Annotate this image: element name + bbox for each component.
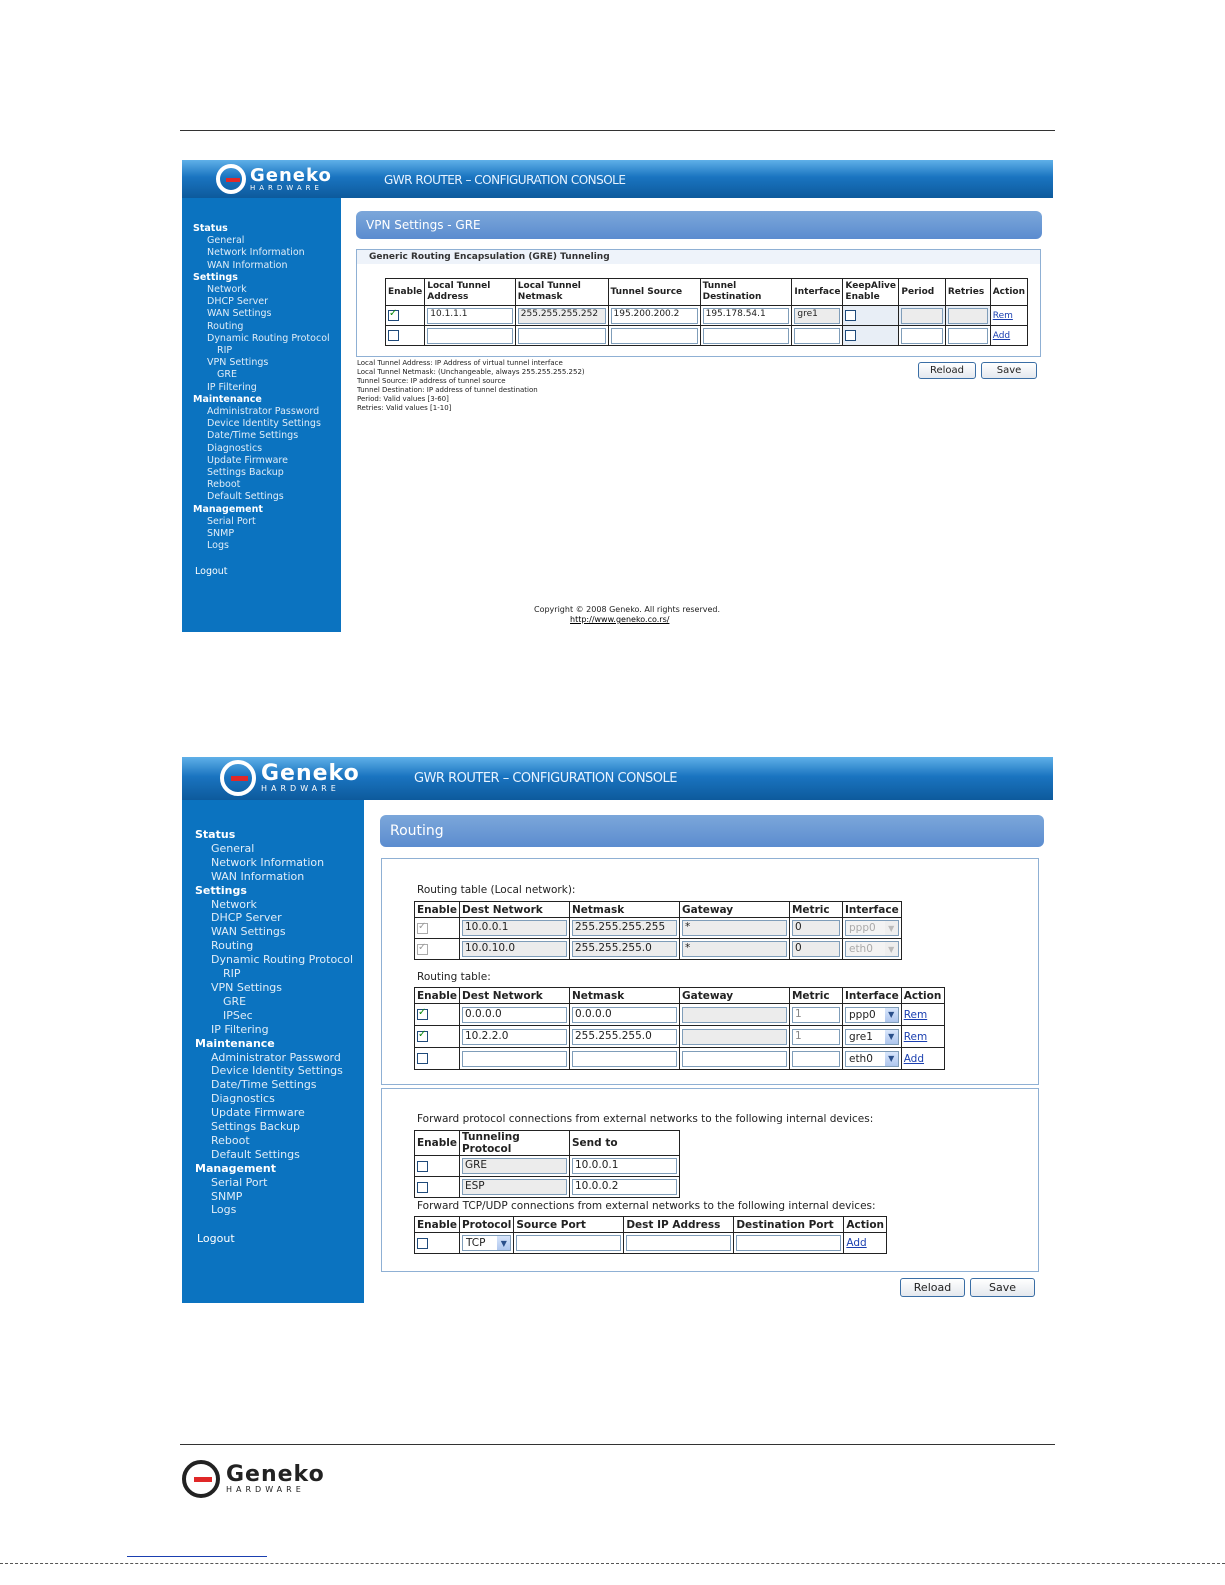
local-tunnel-netmask-input: 255.255.255.252	[518, 308, 606, 324]
geneko-url-link[interactable]: http://www.geneko.co.rs/	[570, 615, 670, 624]
metric-input[interactable]: 1	[792, 1007, 840, 1023]
nav-status[interactable]: Status	[193, 223, 228, 234]
nav-rip[interactable]: RIP	[223, 967, 241, 981]
period-input[interactable]	[901, 328, 942, 344]
col-tunnel-destination: Tunnel Destination	[700, 279, 792, 306]
table-row	[415, 1048, 945, 1070]
nav-serial-port[interactable]: Serial Port	[211, 1175, 268, 1189]
page-title: VPN Settings - GRE	[356, 211, 1042, 239]
dest-ip-input[interactable]	[626, 1235, 731, 1251]
gre-screenshot	[182, 160, 1053, 632]
nav-general[interactable]: General	[207, 235, 245, 247]
banner-title: GWR ROUTER – CONFIGURATION CONSOLE	[414, 771, 677, 786]
geneko-logo-icon	[182, 1460, 220, 1498]
footer-geneko-logo	[182, 1460, 325, 1498]
nav-status[interactable]: Status	[195, 828, 236, 841]
footer-link-rule	[127, 1556, 267, 1557]
col-interface: Interface	[842, 988, 901, 1004]
table-row	[386, 326, 1028, 346]
col-destination-port: Destination Port	[734, 1217, 844, 1233]
nav-device-identity-settings[interactable]: Device Identity Settings	[211, 1064, 343, 1078]
nav-network[interactable]: Network	[207, 284, 247, 296]
gateway-input[interactable]	[682, 1051, 787, 1067]
col-send-to: Send to	[569, 1131, 679, 1156]
section-title: Generic Routing Encapsulation (GRE) Tunneling	[357, 250, 1040, 264]
logo-sub: HARDWARE	[250, 183, 323, 192]
forward-protocol-caption: Forward protocol connections from external networks to the following internal devices:	[417, 1113, 874, 1125]
table-row	[415, 1233, 887, 1254]
geneko-logo	[220, 760, 360, 796]
col-protocol: Protocol	[459, 1217, 513, 1233]
table-row	[415, 1156, 680, 1177]
chevron-down-icon: ▼	[885, 1008, 898, 1022]
col-dest-network: Dest Network	[459, 988, 569, 1004]
nav-datetime-settings[interactable]: Date/Time Settings	[211, 1078, 317, 1092]
col-tunneling-protocol: Tunneling Protocol	[459, 1131, 569, 1156]
logo-sub: HARDWARE	[226, 1485, 305, 1494]
copyright: Copyright © 2008 Geneko. All rights reserved.	[534, 605, 721, 614]
col-dest-network: Dest Network	[459, 902, 569, 918]
nav-maintenance[interactable]: Maintenance	[193, 393, 262, 405]
forward-protocol-table	[414, 1130, 680, 1198]
note-line: Tunnel Destination: IP address of tunnel destination	[357, 386, 538, 394]
logo-word: Geneko	[261, 761, 360, 786]
table-row	[386, 306, 1028, 326]
nav-dynamic-routing-protocol[interactable]: Dynamic Routing Protocol	[207, 332, 330, 344]
col-interface: Interface	[792, 279, 843, 306]
period-input[interactable]	[901, 308, 942, 324]
gateway-field: *	[682, 941, 787, 957]
enable-checkbox[interactable]	[388, 330, 399, 341]
dashed-rule	[0, 1563, 1225, 1564]
banner	[182, 757, 1053, 800]
col-netmask: Netmask	[569, 902, 679, 918]
nav-datetime-settings[interactable]: Date/Time Settings	[207, 430, 299, 442]
enable-checkbox[interactable]	[417, 1182, 428, 1193]
nav-snmp[interactable]: SNMP	[211, 1189, 243, 1203]
col-source-port: Source Port	[514, 1217, 624, 1233]
top-page-rule	[180, 130, 1055, 131]
field-notes	[357, 359, 585, 413]
enable-checkbox[interactable]	[417, 1238, 428, 1249]
bottom-page-rule	[180, 1444, 1055, 1445]
gre-table	[385, 278, 1028, 346]
enable-checkbox[interactable]	[417, 1031, 428, 1042]
nav-vpn-settings[interactable]: VPN Settings	[211, 980, 283, 994]
routing-table-caption: Routing table:	[417, 971, 491, 983]
forwarding-section	[381, 1088, 1039, 1272]
add-link[interactable]: Add	[846, 1237, 867, 1249]
nav-gre[interactable]: GRE	[223, 994, 247, 1008]
nav-wan-settings[interactable]: WAN Settings	[207, 308, 272, 320]
col-dest-ip-address: Dest IP Address	[624, 1217, 734, 1233]
add-link[interactable]: Add	[903, 1052, 925, 1065]
nav-dhcp-server[interactable]: DHCP Server	[207, 296, 268, 308]
tunneling-protocol-field: GRE	[462, 1158, 567, 1174]
chevron-down-icon: ▼	[885, 942, 898, 956]
nav-logs[interactable]: Logs	[207, 540, 229, 552]
routing-screenshot	[182, 757, 1053, 1303]
nav-update-firmware[interactable]: Update Firmware	[211, 1106, 305, 1120]
col-enable: Enable	[415, 1217, 460, 1233]
reload-button[interactable]: Reload	[900, 1278, 965, 1297]
col-enable: Enable	[415, 988, 460, 1004]
col-enable: Enable	[415, 902, 460, 918]
col-metric: Metric	[789, 988, 842, 1004]
enable-checkbox[interactable]	[417, 1009, 428, 1020]
enable-checkbox[interactable]	[417, 1161, 428, 1172]
geneko-logo-icon	[216, 164, 246, 194]
nav-wan-information[interactable]: WAN Information	[207, 259, 288, 271]
nav-rip[interactable]: RIP	[217, 345, 233, 357]
nav-diagnostics[interactable]: Diagnostics	[207, 442, 263, 454]
metric-field: 0	[792, 941, 840, 957]
nav-administrator-password[interactable]: Administrator Password	[211, 1050, 341, 1064]
note-line: Local Tunnel Address: IP Address of virtual tunnel interface	[357, 359, 563, 367]
nav-gre[interactable]: GRE	[217, 369, 237, 381]
nav-reboot[interactable]: Reboot	[207, 479, 241, 491]
col-enable: Enable	[415, 1131, 460, 1156]
table-row	[415, 1004, 945, 1026]
save-button[interactable]: Save	[970, 1278, 1035, 1297]
note-line: Period: Valid values [3-60]	[357, 395, 449, 403]
banner-title: GWR ROUTER – CONFIGURATION CONSOLE	[384, 173, 626, 187]
interface-select[interactable]: eth0 ▼	[845, 1051, 899, 1067]
nav-network-information[interactable]: Network Information	[207, 247, 305, 259]
nav-administrator-password[interactable]: Administrator Password	[207, 406, 320, 418]
local-routing-table	[414, 901, 902, 960]
retries-input[interactable]	[948, 328, 988, 344]
nav-ip-filtering[interactable]: IP Filtering	[211, 1022, 269, 1036]
interface-select[interactable]: ppp0 ▼	[845, 1007, 899, 1023]
nav-logout[interactable]: Logout	[195, 566, 228, 578]
nav-settings-backup[interactable]: Settings Backup	[211, 1120, 300, 1134]
nav-network[interactable]: Network	[211, 897, 257, 911]
dest-network-input[interactable]: 10.2.2.0	[462, 1029, 567, 1045]
nav-diagnostics[interactable]: Diagnostics	[211, 1092, 275, 1106]
keepalive-checkbox[interactable]	[845, 330, 856, 341]
nav-settings[interactable]: Settings	[195, 883, 247, 897]
interface-field: gre1	[794, 308, 840, 324]
interface-field[interactable]	[794, 328, 840, 344]
col-gateway: Gateway	[679, 902, 789, 918]
nav-settings-backup[interactable]: Settings Backup	[207, 467, 284, 479]
local-tunnel-address-input[interactable]: 10.1.1.1	[427, 308, 513, 324]
col-local-tunnel-address: Local Tunnel Address	[425, 279, 516, 306]
interface-select[interactable]: gre1 ▼	[845, 1029, 899, 1045]
nav-wan-settings[interactable]: WAN Settings	[211, 925, 286, 939]
table-row	[415, 1026, 945, 1048]
table-row	[415, 918, 902, 939]
nav-routing[interactable]: Routing	[207, 320, 244, 332]
tunnel-source-input[interactable]: 195.200.200.2	[611, 308, 698, 324]
col-action: Action	[990, 279, 1027, 306]
enable-checkbox[interactable]	[417, 1053, 428, 1064]
dest-network-input[interactable]: 0.0.0.0	[462, 1007, 567, 1023]
gateway-input[interactable]	[682, 1029, 787, 1045]
rem-link[interactable]: Rem	[992, 310, 1013, 321]
destination-port-input[interactable]	[736, 1235, 841, 1251]
logo-word: Geneko	[226, 1462, 325, 1487]
nav-reboot[interactable]: Reboot	[211, 1133, 250, 1147]
rem-link[interactable]: Rem	[903, 1030, 928, 1043]
keepalive-checkbox[interactable]	[845, 310, 856, 321]
nav-default-settings[interactable]: Default Settings	[211, 1147, 300, 1161]
enable-checkbox	[417, 923, 428, 934]
dest-network-field: 10.0.10.0	[462, 941, 567, 957]
sidebar	[182, 800, 364, 1303]
send-to-input[interactable]: 10.0.0.1	[572, 1158, 677, 1174]
logo-sub: HARDWARE	[261, 784, 340, 793]
nav-management[interactable]: Management	[195, 1161, 276, 1175]
chevron-down-icon: ▼	[885, 1030, 898, 1044]
netmask-field: 255.255.255.255	[572, 920, 677, 936]
interface-select: eth0 ▼	[845, 941, 899, 957]
nav-network-information[interactable]: Network Information	[211, 855, 325, 869]
col-gateway: Gateway	[679, 988, 789, 1004]
col-retries: Retries	[945, 279, 990, 306]
nav-ip-filtering[interactable]: IP Filtering	[207, 381, 257, 393]
metric-input[interactable]	[792, 1051, 840, 1067]
routing-table	[414, 987, 945, 1070]
nav-dynamic-routing-protocol[interactable]: Dynamic Routing Protocol	[211, 953, 354, 967]
metric-field: 0	[792, 920, 840, 936]
netmask-input[interactable]	[572, 1051, 677, 1067]
interface-select: ppp0 ▼	[845, 920, 899, 936]
send-to-input[interactable]: 10.0.0.2	[572, 1179, 677, 1195]
chevron-down-icon: ▼	[885, 921, 898, 935]
enable-checkbox	[417, 944, 428, 955]
metric-input[interactable]: 1	[792, 1029, 840, 1045]
nav-maintenance[interactable]: Maintenance	[195, 1036, 275, 1050]
gre-section	[356, 249, 1041, 357]
nav-general[interactable]: General	[211, 841, 255, 855]
logo-word: Geneko	[250, 164, 332, 186]
sidebar	[182, 198, 341, 632]
nav-settings[interactable]: Settings	[193, 271, 238, 283]
tunneling-protocol-field: ESP	[462, 1179, 567, 1195]
note-line: Tunnel Source: IP address of tunnel source	[357, 377, 506, 385]
chevron-down-icon: ▼	[497, 1236, 510, 1250]
nav-logout[interactable]: Logout	[197, 1232, 235, 1246]
forward-tcpudp-table	[414, 1216, 887, 1254]
col-enable: Enable	[386, 279, 425, 306]
netmask-input[interactable]: 0.0.0.0	[572, 1007, 677, 1023]
chevron-down-icon: ▼	[885, 1052, 898, 1066]
tunnel-source-input[interactable]	[611, 328, 698, 344]
rem-link[interactable]: Rem	[903, 1008, 928, 1021]
nav-dhcp-server[interactable]: DHCP Server	[211, 911, 282, 925]
netmask-input[interactable]: 255.255.255.0	[572, 1029, 677, 1045]
col-netmask: Netmask	[569, 988, 679, 1004]
tunnel-destination-input[interactable]: 195.178.54.1	[703, 308, 790, 324]
col-metric: Metric	[789, 902, 842, 918]
local-table-caption: Routing table (Local network):	[417, 884, 576, 896]
reload-button[interactable]: Reload	[918, 362, 976, 379]
dest-network-field: 10.0.0.1	[462, 920, 567, 936]
col-action: Action	[901, 988, 944, 1004]
routing-section	[381, 858, 1039, 1085]
source-port-input[interactable]	[516, 1235, 621, 1251]
note-line: Retries: Valid values [1-10]	[357, 404, 452, 412]
tunnel-destination-input[interactable]	[703, 328, 790, 344]
col-tunnel-source: Tunnel Source	[608, 279, 700, 306]
protocol-select[interactable]: TCP ▼	[462, 1235, 511, 1251]
enable-checkbox[interactable]	[388, 310, 399, 321]
nav-management[interactable]: Management	[193, 503, 263, 515]
nav-logs[interactable]: Logs	[211, 1203, 237, 1217]
gateway-input[interactable]	[682, 1007, 787, 1023]
col-period: Period	[899, 279, 945, 306]
nav-ipsec[interactable]: IPSec	[223, 1008, 253, 1022]
dest-network-input[interactable]	[462, 1051, 567, 1067]
nav-vpn-settings[interactable]: VPN Settings	[207, 357, 269, 369]
nav-update-firmware[interactable]: Update Firmware	[207, 454, 288, 466]
retries-input[interactable]	[948, 308, 988, 324]
netmask-field: 255.255.255.0	[572, 941, 677, 957]
geneko-logo-icon	[220, 760, 256, 796]
nav-serial-port[interactable]: Serial Port	[207, 515, 256, 527]
nav-wan-information[interactable]: WAN Information	[211, 869, 305, 883]
geneko-logo	[216, 164, 332, 194]
col-local-tunnel-netmask: Local Tunnel Netmask	[515, 279, 608, 306]
nav-device-identity-settings[interactable]: Device Identity Settings	[207, 418, 321, 430]
table-row	[415, 939, 902, 960]
page-title: Routing	[380, 815, 1044, 847]
nav-snmp[interactable]: SNMP	[207, 528, 235, 540]
nav-default-settings[interactable]: Default Settings	[207, 491, 284, 503]
col-keepalive-enable: KeepAlive Enable	[843, 279, 899, 306]
add-link[interactable]: Add	[992, 330, 1011, 341]
local-tunnel-netmask-input[interactable]	[518, 328, 606, 344]
nav-routing[interactable]: Routing	[211, 939, 254, 953]
col-action: Action	[844, 1217, 887, 1233]
forward-tcpudp-caption: Forward TCP/UDP connections from external networks to the following internal devices:	[417, 1200, 876, 1212]
save-button[interactable]: Save	[981, 362, 1037, 379]
note-line: Local Tunnel Netmask: (Unchangeable, always 255.255.255.252)	[357, 368, 585, 376]
gateway-field: *	[682, 920, 787, 936]
banner	[182, 160, 1053, 198]
table-row	[415, 1177, 680, 1198]
local-tunnel-address-input[interactable]	[427, 328, 513, 344]
col-interface: Interface	[842, 902, 901, 918]
